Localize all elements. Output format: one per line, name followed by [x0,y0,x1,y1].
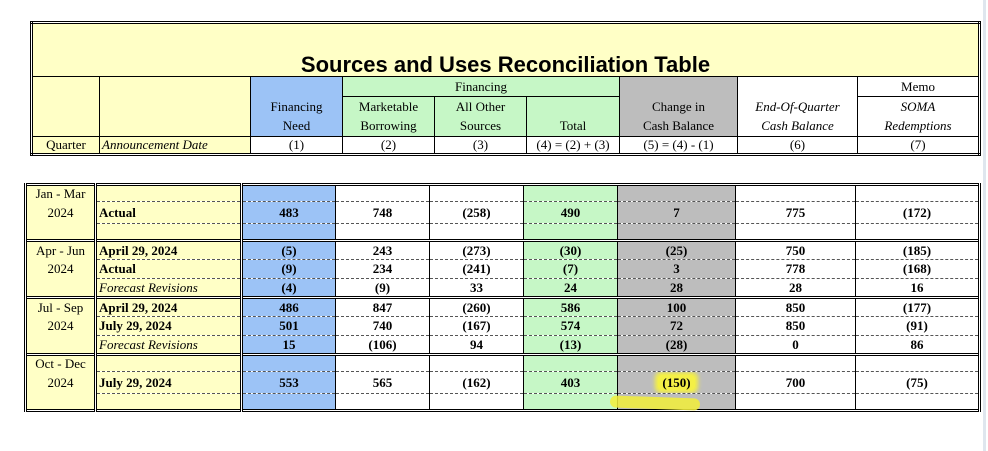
highlighted-value: (150) [658,375,694,390]
value-col2: 565 [336,372,430,394]
value-col7: (91) [856,317,980,336]
quarter-label: Jul - Sep [26,298,96,317]
header-table [30,21,981,156]
value-col7: (168) [856,260,980,279]
value-col1: 501 [242,317,336,336]
col3-line2: Sources [435,117,527,137]
quarter-year: 2024 [26,372,96,394]
value-col3: (167) [430,317,524,336]
value-col7: 86 [856,336,980,355]
announcement-date: July 29, 2024 [96,372,242,394]
value-col6: 850 [736,298,856,317]
data-table [24,183,981,412]
value-col7: (75) [856,372,980,394]
table-row [26,298,980,317]
value-col6: 750 [736,241,856,260]
table-row [26,317,980,336]
header-spacer [738,77,858,97]
value-col3: (273) [430,241,524,260]
announcement-date: Actual [96,260,242,279]
quarter-label: Jan - Mar [26,185,96,202]
table-spacer-row [26,224,980,241]
value-col3: (260) [430,298,524,317]
value-col5: (25) [618,241,736,260]
value-col4: (30) [524,241,618,260]
col6-line2: Cash Balance [738,117,858,137]
table-spacer-row [26,355,980,372]
quarter-year: 2024 [26,260,96,279]
announcement-date: April 29, 2024 [96,298,242,317]
value-col4: 24 [524,279,618,298]
announcement-date-header: Announcement Date [100,137,251,155]
value-col1: (4) [242,279,336,298]
quarter-label: Apr - Jun [26,241,96,260]
table-spacer-row [26,394,980,411]
value-col2: 740 [336,317,430,336]
value-col1: 486 [242,298,336,317]
value-col6: 778 [736,260,856,279]
col2-line1: Marketable [343,97,435,117]
value-col1: 483 [242,202,336,224]
value-col6: 850 [736,317,856,336]
quarter-year: 2024 [26,317,96,336]
table-row [26,202,980,224]
value-col3: (241) [430,260,524,279]
value-col1: (9) [242,260,336,279]
financing-group-header: Financing [343,77,620,97]
value-col3: (258) [430,202,524,224]
table-row [26,260,980,279]
value-col5 [618,372,736,394]
value-col4: 574 [524,317,618,336]
memo-group-header: Memo [858,77,980,97]
value-col4: 403 [524,372,618,394]
value-col3: 33 [430,279,524,298]
quarter-header: Quarter [32,137,100,155]
value-col6: 775 [736,202,856,224]
col4-line1 [527,97,620,117]
value-col7: (177) [856,298,980,317]
value-col2: 748 [336,202,430,224]
value-col5: 100 [618,298,736,317]
table-row [26,336,980,355]
header-spacer [32,77,100,97]
value-col1: (5) [242,241,336,260]
announcement-date: Actual [96,202,242,224]
col1-line2: Need [251,117,343,137]
col7-line2: Redemptions [858,117,980,137]
value-col1: 553 [242,372,336,394]
value-col2: 243 [336,241,430,260]
col4-number: (4) = (2) + (3) [527,137,620,155]
table-title: Sources and Uses Reconciliation Table [32,23,980,77]
table-spacer-row [26,185,980,202]
announcement-date: Forecast Revisions [96,336,242,355]
value-col6: 28 [736,279,856,298]
announcement-date: July 29, 2024 [96,317,242,336]
table-row [26,241,980,260]
value-col4: (13) [524,336,618,355]
col5-line1: Change in [620,97,738,117]
value-col7: (172) [856,202,980,224]
value-col7: (185) [856,241,980,260]
value-col5: 72 [618,317,736,336]
header-spacer [100,77,251,97]
col7-number: (7) [858,137,980,155]
value-col4: (7) [524,260,618,279]
announcement-date: April 29, 2024 [96,241,242,260]
col6-number: (6) [738,137,858,155]
header-spacer [251,77,343,97]
value-col5: 3 [618,260,736,279]
value-col2: (9) [336,279,430,298]
col6-line1: End-Of-Quarter [738,97,858,117]
value-col2: (106) [336,336,430,355]
value-col4: 586 [524,298,618,317]
page-edge [983,0,986,451]
quarter-label: Oct - Dec [26,355,96,372]
header-spacer [620,77,738,97]
col5-number: (5) = (4) - (1) [620,137,738,155]
value-col7: 16 [856,279,980,298]
col2-number: (2) [343,137,435,155]
announcement-date: Forecast Revisions [96,279,242,298]
col2-line2: Borrowing [343,117,435,137]
col3-number: (3) [435,137,527,155]
col5-line2: Cash Balance [620,117,738,137]
value-col6: 700 [736,372,856,394]
value-col6: 0 [736,336,856,355]
table-row [26,372,980,394]
value-col2: 847 [336,298,430,317]
col1-number: (1) [251,137,343,155]
table-row [26,279,980,298]
col4-line2: Total [527,117,620,137]
value-col5: 7 [618,202,736,224]
value-col5: 28 [618,279,736,298]
col3-line1: All Other [435,97,527,117]
col1-line1: Financing [251,97,343,117]
value-col2: 234 [336,260,430,279]
quarter-year: 2024 [26,202,96,224]
value-col1: 15 [242,336,336,355]
value-col4: 490 [524,202,618,224]
value-col5: (28) [618,336,736,355]
value-col3: 94 [430,336,524,355]
value-col3: (162) [430,372,524,394]
col7-line1: SOMA [858,97,980,117]
